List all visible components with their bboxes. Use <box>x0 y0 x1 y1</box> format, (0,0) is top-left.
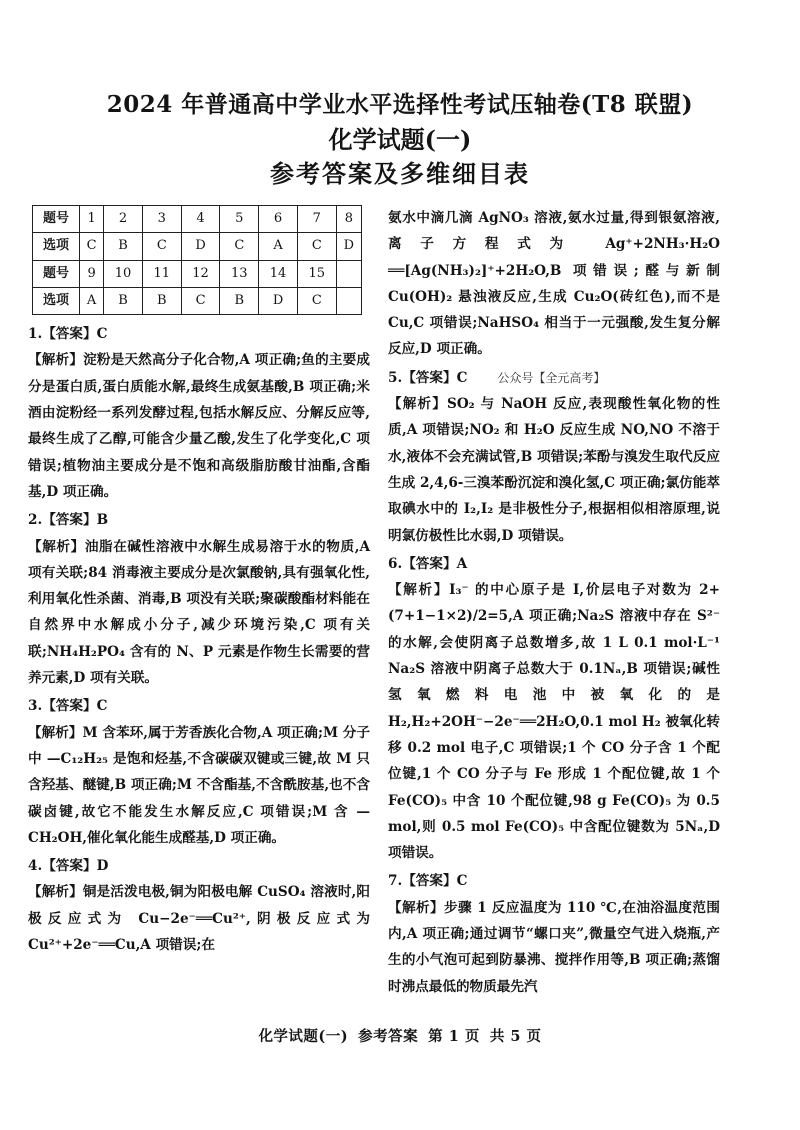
answer-table-cell: 8 <box>336 206 361 233</box>
question-1-explanation: 【解析】淀粉是天然高分子化合物,A 项正确;鱼的主要成分是蛋白质,蛋白质能水解,最终生成氨基酸,B 项正确;米酒由淀粉经一系列发酵过程,包括水解反应、分解反应等,最终生成了乙醇,可能含少量乙酸,发生了化学变化,C 项错误;植物油主要成分是不饱和高级脂肪酸甘油酯,含酯基,D 项正确。 <box>28 352 370 500</box>
question-4-explanation-part2: 氨水中滴几滴 AgNO₃ 溶液,氨水过量,得到银氨溶液,离子方程式为 Ag⁺+2NH₃·H₂O ══[Ag(NH₃)₂]⁺+2H₂O,B 项错误;醛与新制 Cu(OH)₂ 悬浊液反应,生成 Cu₂O(砖红色),而不是 Cu,C 项错误;NaHSO₄ 相当于一元强酸,发生复分解反应,D 项正确。 <box>388 210 720 358</box>
answer-table-header-cell: 选项 <box>33 287 80 314</box>
answer-table-cell: 15 <box>297 260 336 287</box>
question-2 <box>28 507 370 691</box>
answer-table-row <box>33 233 362 260</box>
footer-total: 共 5 页 <box>489 1028 542 1045</box>
answer-table-cell: C <box>297 233 336 260</box>
answer-table-cell: C <box>80 233 104 260</box>
answer-table-header-cell: 选项 <box>33 233 80 260</box>
answer-table-cell <box>336 287 361 314</box>
question-4 <box>28 853 370 958</box>
answer-table-cell: B <box>104 287 143 314</box>
question-7 <box>388 868 720 999</box>
answer-table-cell: 4 <box>181 206 220 233</box>
answer-table-cell: A <box>259 233 298 260</box>
question-6-answer: 6.【答案】A <box>388 555 468 572</box>
answer-table-cell: 11 <box>142 260 181 287</box>
answer-table-cell: 6 <box>259 206 298 233</box>
answer-table-cell: 13 <box>220 260 259 287</box>
question-7-answer: 7.【答案】C <box>388 873 468 890</box>
question-5 <box>388 365 720 549</box>
answer-table-cell: 7 <box>297 206 336 233</box>
answer-table-cell: 9 <box>80 260 104 287</box>
question-3-answer: 3.【答案】C <box>28 698 108 715</box>
answer-table-cell: B <box>220 287 259 314</box>
question-5-answer <box>388 365 720 391</box>
answer-table-cell: D <box>336 233 361 260</box>
question-3-explanation: 【解析】M 含苯环,属于芳香族化合物,A 项正确;M 分子中 —C₁₂H₂₅ 是饱和烃基,不含碳碳双键或三键,故 M 只含羟基、醚键,B 项正确;M 不含酯基,不含酰胺基,也不含碳卤键,故它不能发生水解反应,C 项错误;M 含 —CH₂OH,催化氧化能生成醛基,D 项正确。 <box>28 724 370 846</box>
footer-label: 参考答案 <box>358 1028 419 1045</box>
paper-subtitle: 化学试题(一) <box>328 125 472 154</box>
answer-table-cell: B <box>142 287 181 314</box>
question-2-answer: 2.【答案】B <box>28 512 109 529</box>
answer-table-header-cell: 题号 <box>33 260 80 287</box>
question-3 <box>28 693 370 851</box>
answer-table-header-cell: 题号 <box>33 206 80 233</box>
answer-table-row <box>33 260 362 287</box>
answer-table-cell <box>336 260 361 287</box>
answer-table-cell: C <box>220 233 259 260</box>
footer-page: 第 1 页 <box>428 1028 480 1045</box>
answer-table-cell: C <box>142 233 181 260</box>
question-4-answer: 4.【答案】D <box>28 858 109 875</box>
question-7-explanation: 【解析】步骤 1 反应温度为 110 ℃,在油浴温度范围内,A 项正确;通过调节“螺口夹”,微量空气进入烧瓶,产生的小气泡可起到防暴沸、搅拌作用等,B 项正确;蒸馏时沸点最低的物质最先汽 <box>388 899 720 995</box>
footer-subject: 化学试题(一) <box>258 1028 349 1045</box>
question-4-explanation-part1: 【解析】铜是活泼电极,铜为阳极电解 CuSO₄ 溶液时,阳极反应式为 Cu−2e⁻══Cu²⁺,阴极反应式为 Cu²⁺+2e⁻══Cu,A 项错误;在 <box>28 884 370 954</box>
exam-title: 2024 年普通高中学业水平选择性考试压轴卷(T8 联盟) <box>106 91 694 118</box>
answer-table-cell: 14 <box>259 260 298 287</box>
answer-table-cell: C <box>181 287 220 314</box>
question-2-explanation: 【解析】油脂在碱性溶液中水解生成易溶于水的物质,A 项有关联;84 消毒液主要成分是次氯酸钠,具有强氧化性,利用氧化性杀菌、消毒,B 项没有关联;聚碳酸酯材料能在自然界中水解成小分子,减少环境污染,C 项有关联;NH₄H₂PO₄ 含有的 N、P 元素是作物生长需要的营养元素,D 项有关联。 <box>28 538 370 687</box>
answer-table <box>32 205 362 315</box>
answer-key-subtitle: 参考答案及多维细目表 <box>270 159 530 188</box>
answer-table-cell: 1 <box>80 206 104 233</box>
question-5-answer-text: 5.【答案】C <box>388 369 468 386</box>
answer-table-cell: A <box>80 287 104 314</box>
answer-table-cell: 12 <box>181 260 220 287</box>
page-footer <box>0 1025 800 1046</box>
answer-table-cell: D <box>181 233 220 260</box>
question-1-answer: 1.【答案】C <box>28 326 108 343</box>
answer-table-cell: 2 <box>104 206 143 233</box>
answer-table-cell: B <box>104 233 143 260</box>
answer-table-row <box>33 287 362 314</box>
left-column <box>28 205 370 958</box>
watermark-text: 公众号【全元高考】 <box>497 370 606 385</box>
question-5-explanation: 【解析】SO₂ 与 NaOH 反应,表现酸性氧化物的性质,A 项错误;NO₂ 和 H₂O 反应生成 NO,NO 不溶于水,液体不会充满试管,B 项错误;苯酚与溴发生取代反应生成 2,4,6-三溴苯酚沉淀和溴化氢,C 项正确;氯仿能萃取碘水中的 I₂,I₂ 是非极性分子,根据相似相溶原理,说明氯仿极性比水弱,D 项错误。 <box>388 396 720 544</box>
answer-table-cell: C <box>297 287 336 314</box>
answer-table-cell: 10 <box>104 260 143 287</box>
question-1 <box>28 321 370 505</box>
right-column <box>388 205 720 1000</box>
answer-table-cell: 3 <box>142 206 181 233</box>
question-6 <box>388 551 720 867</box>
answer-table-cell: D <box>259 287 298 314</box>
answer-table-cell: 5 <box>220 206 259 233</box>
answer-table-row <box>33 206 362 233</box>
question-6-explanation: 【解析】I₃⁻ 的中心原子是 I,价层电子对数为 2+(7+1−1×2)/2=5,A 项正确;Na₂S 溶液中存在 S²⁻ 的水解,会使阴离子总数增多,故 1 L 0.1 mol·L⁻¹ Na₂S 溶液中阴离子总数大于 0.1Nₐ,B 项错误;碱性氢氧燃料电池中被氧化的是 H₂,H₂+2OH⁻−2e⁻══2H₂O,0.1 mol H₂ 被氧化转移 0.2 mol 电子,C 项错误;1 个 CO 分子含 1 个配位键,1 个 CO 分子与 Fe 形成 1 个配位键,故 1 个 Fe(CO)₅ 中含 10 个配位键,98 g Fe(CO)₅ 为 0.5 mol,则 0.5 mol Fe(CO)₅ 中含配位键数为 5Nₐ,D 项错误。 <box>388 582 720 862</box>
